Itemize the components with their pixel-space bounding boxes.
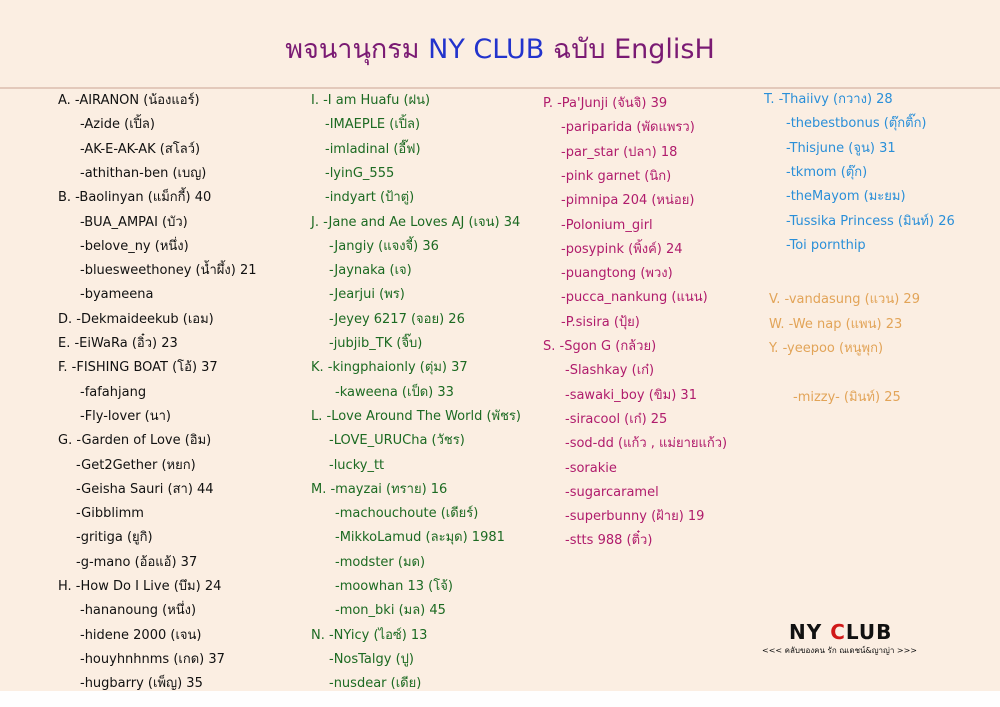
member-entry: -Thisjune (จูน) 31	[786, 140, 896, 156]
member-entry: -hananoung (หนึ่ง)	[80, 603, 197, 619]
member-entry: -machouchoute (เดียร์)	[335, 506, 479, 522]
member-entry: -Fly-lover (นา)	[80, 408, 171, 424]
member-entry: -hugbarry (เพ็ญ) 35	[80, 676, 203, 692]
member-entry: -stts 988 (ติ๋ว)	[565, 533, 653, 549]
member-entry: -lyinG_555	[325, 165, 395, 181]
member-entry: -Jangiy (แจงจี้) 36	[329, 238, 439, 254]
ny-club-logo	[789, 620, 892, 644]
member-entry: -theMayom (มะยม)	[786, 189, 906, 205]
member-entry: -fafahjang	[80, 384, 147, 400]
member-entry: -NosTalgy (ปู)	[329, 651, 414, 667]
member-entry: L. -Love Around The World (พัชร)	[311, 408, 521, 424]
member-entry: -Jearjui (พร)	[329, 287, 405, 303]
member-entry: -kaweena (เป็ด) 33	[335, 384, 454, 400]
member-entry: -AK-E-AK-AK (สโลว์)	[80, 141, 201, 157]
member-entry: -IMAEPLE (เปิ้ล)	[325, 117, 421, 133]
member-entry: -pucca_nankung (แนน)	[561, 290, 708, 306]
member-entry: -athithan-ben (เบญ)	[80, 165, 207, 181]
member-entry: W. -We nap (แพน) 23	[769, 316, 903, 332]
member-entry: -pimnipa 204 (หน่อย)	[561, 193, 695, 209]
member-entry: G. -Garden of Love (อิม)	[58, 433, 212, 449]
member-entry: -sugarcaramel	[565, 484, 659, 500]
member-entry: -LOVE_URUCha (วัชร)	[329, 433, 465, 449]
member-entry: F. -FISHING BOAT (โอ้) 37	[58, 360, 218, 376]
member-entry: -posypink (พิ้งค์) 24	[561, 241, 683, 257]
member-entry: -Slashkay (เก๋)	[565, 363, 655, 379]
logo-part-1: NY	[789, 620, 831, 644]
page-title	[0, 30, 1000, 70]
member-entry: -bluesweethoney (น้ำผึ้ง) 21	[80, 263, 257, 279]
member-entry: K. -kingphaionly (ตุ่ม) 37	[311, 360, 468, 376]
member-entry: -superbunny (ฝ้าย) 19	[565, 509, 705, 525]
member-entry: -pariparida (พัดแพรว)	[561, 120, 695, 136]
title-suffix: ฉบับ EnglisH	[544, 34, 715, 65]
member-entry: -g-mano (อ้อแอ้) 37	[76, 554, 198, 570]
member-entry: -lucky_tt	[329, 457, 385, 473]
member-entry: -P.sisira (ปุ้ย)	[561, 314, 640, 330]
title-highlight: NY CLUB	[428, 34, 545, 65]
member-entry: -jubjib_TK (จิ๊บ)	[329, 336, 423, 351]
member-entry: -Get2Gether (หยก)	[76, 457, 196, 473]
member-entry: -mizzy- (มินท์) 25	[793, 389, 901, 405]
member-entry: -siracool (เก๋) 25	[565, 411, 668, 427]
member-entry: -moowhan 13 (โจ้)	[335, 579, 453, 594]
member-entry: -houyhnhnms (เกด) 37	[80, 651, 225, 667]
member-entry: -Tussika Princess (มินท์) 26	[786, 213, 955, 229]
member-entry: -byameena	[80, 287, 154, 303]
member-entry: -Polonium_girl	[561, 217, 653, 233]
member-entry: -MikkoLamud (ละมุด) 1981	[335, 530, 505, 546]
logo-part-3: LUB	[845, 620, 893, 644]
member-entry: -modster (มด)	[335, 554, 426, 570]
member-entry: -thebestbonus (ตุ๊กติ๊ก)	[786, 116, 927, 132]
member-entry: -Gibblimm	[76, 506, 144, 522]
member-entry: V. -vandasung (แวน) 29	[769, 292, 920, 307]
member-entry: -imladinal (อี๊ฟ)	[325, 141, 421, 157]
member-entry: -puangtong (พวง)	[561, 266, 673, 282]
member-entry: D. -Dekmaideekub (เอม)	[58, 311, 214, 327]
member-entry: -hidene 2000 (เจน)	[80, 627, 202, 643]
member-entry: -Geisha Sauri (สา) 44	[76, 481, 214, 497]
member-entry: P. -Pa'Junji (จันจิ) 39	[543, 96, 668, 111]
member-entry: -gritiga (ยูกิ)	[76, 530, 153, 546]
member-entry: -Azide (เปิ้ล)	[80, 117, 155, 133]
member-entry: Y. -yeepoo (หนูพุก)	[769, 341, 884, 356]
member-entry: -BUA_AMPAI (บัว)	[80, 214, 188, 230]
logo-tagline: <<< คลับของคน รัก ณเดชน์&ญาญ่า >>>	[762, 646, 917, 655]
member-entry: -sod-dd (แก้ว , แม่ยายแก้ว)	[565, 436, 728, 452]
member-entry: J. -Jane and Ae Loves AJ (เจน) 34	[311, 214, 521, 230]
member-entry: -belove_ny (หนึ่ง)	[80, 238, 189, 254]
member-entry: -mon_bki (มล) 45	[335, 603, 446, 619]
member-entry: -indyart (ป้าตู่)	[325, 190, 415, 206]
member-entry: -tkmom (ตุ๊ก)	[786, 164, 868, 180]
member-entry: E. -EiWaRa (อิ๋ว) 23	[58, 336, 178, 351]
member-entry: -nusdear (เดีย)	[329, 676, 422, 692]
member-entry: S. -Sgon G (กล้วย)	[543, 339, 657, 354]
title-divider	[0, 87, 1000, 89]
logo-part-2: C	[830, 620, 846, 644]
member-entry: A. -AIRANON (น้องแอร์)	[58, 93, 200, 108]
member-entry: T. -Thaiivy (กวาง) 28	[764, 92, 893, 107]
member-entry: -sorakie	[565, 460, 617, 476]
member-entry: I. -I am Huafu (ฝน)	[311, 93, 431, 108]
member-entry: B. -Baolinyan (แม็กกี้) 40	[58, 190, 212, 206]
title-prefix: พจนานุกรม	[285, 34, 429, 65]
member-entry: M. -mayzai (ทราย) 16	[311, 481, 448, 497]
member-entry: -sawaki_boy (ขิม) 31	[565, 387, 697, 403]
member-entry: -par_star (ปลา) 18	[561, 144, 678, 160]
member-entry: -Jeyey 6217 (จอย) 26	[329, 311, 465, 327]
member-entry: -Jaynaka (เจ)	[329, 263, 412, 279]
member-entry: H. -How Do I Live (บึม) 24	[58, 579, 222, 594]
member-entry: N. -NYicy (ไอซ์) 13	[311, 627, 428, 643]
member-entry: -pink garnet (นิก)	[561, 168, 672, 184]
member-entry: -Toi pornthip	[786, 237, 866, 253]
